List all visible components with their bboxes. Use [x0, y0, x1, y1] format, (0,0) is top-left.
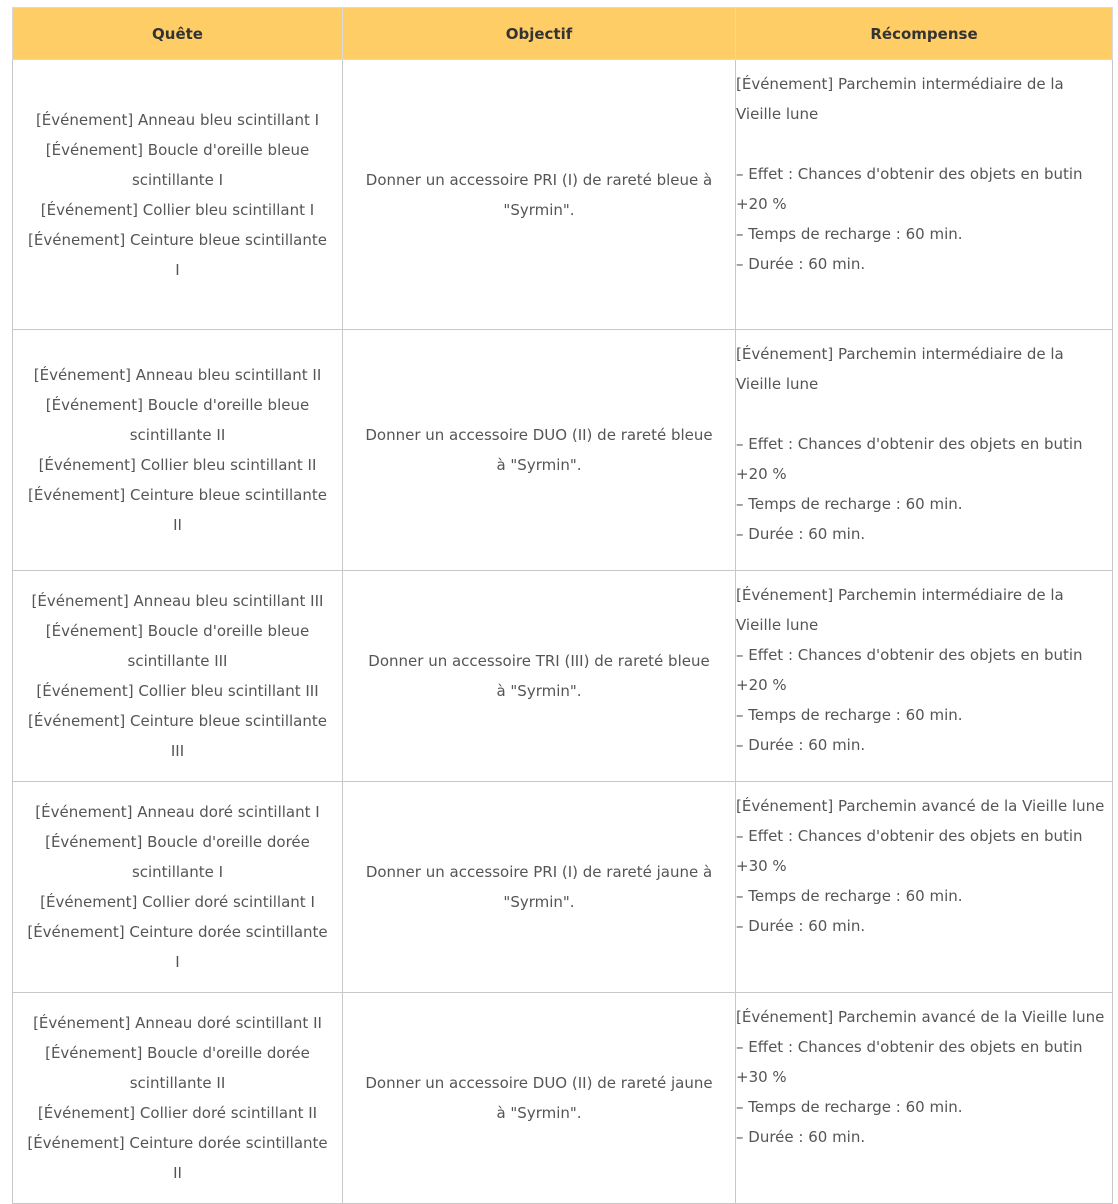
reward-cell [736, 60, 1113, 330]
reward-duration: – Durée : 60 min. [736, 525, 866, 543]
objective-cell: Donner un accessoire PRI (I) de rareté bleue à "Syrmin". [343, 60, 736, 330]
reward-cell [736, 330, 1113, 571]
reward-cooldown: – Temps de recharge : 60 min. [736, 225, 963, 243]
quest-item: [Événement] Anneau bleu scintillant II [33, 366, 322, 384]
reward-effect: – Effet : Chances d'obtenir des objets en butin +30 % [736, 1038, 1083, 1086]
quest-item: [Événement] Ceinture dorée scintillante II [27, 1134, 328, 1182]
reward-item: [Événement] Parchemin avancé de la Vieille lune [736, 797, 1105, 815]
reward-cell [736, 571, 1113, 782]
header-reward: Récompense [736, 8, 1113, 60]
quest-item: [Événement] Boucle d'oreille dorée scintillante II [45, 1044, 310, 1092]
objective-cell: Donner un accessoire DUO (II) de rareté bleue à "Syrmin". [343, 330, 736, 571]
reward-duration: – Durée : 60 min. [736, 255, 866, 273]
reward-duration: – Durée : 60 min. [736, 736, 866, 754]
quest-item: [Événement] Ceinture dorée scintillante I [27, 923, 328, 971]
reward-cooldown: – Temps de recharge : 60 min. [736, 1098, 963, 1116]
table-row [13, 993, 1113, 1204]
reward-effect: – Effet : Chances d'obtenir des objets en butin +20 % [736, 165, 1083, 213]
table-row [13, 571, 1113, 782]
reward-cooldown: – Temps de recharge : 60 min. [736, 495, 963, 513]
quest-table [12, 7, 1113, 1204]
quest-item: [Événement] Collier bleu scintillant III [36, 682, 319, 700]
quest-item: [Événement] Ceinture bleue scintillante III [28, 712, 327, 760]
quest-cell [13, 571, 343, 782]
table-row [13, 60, 1113, 330]
reward-cell [736, 782, 1113, 993]
reward-spacer [736, 399, 1106, 429]
reward-cooldown: – Temps de recharge : 60 min. [736, 706, 963, 724]
quest-item: [Événement] Boucle d'oreille bleue scintillante III [45, 622, 310, 670]
quest-item: [Événement] Anneau doré scintillant II [33, 1014, 322, 1032]
reward-item: [Événement] Parchemin intermédiaire de la Vieille lune [736, 345, 1064, 393]
reward-spacer [736, 129, 1106, 159]
quest-cell [13, 993, 343, 1204]
reward-item: [Événement] Parchemin intermédiaire de la Vieille lune [736, 75, 1064, 123]
reward-duration: – Durée : 60 min. [736, 1128, 866, 1146]
quest-item: [Événement] Collier bleu scintillant II [38, 456, 317, 474]
reward-item: [Événement] Parchemin avancé de la Vieille lune [736, 1008, 1105, 1026]
header-quest: Quête [13, 8, 343, 60]
reward-effect: – Effet : Chances d'obtenir des objets en butin +20 % [736, 435, 1083, 483]
quest-item: [Événement] Anneau bleu scintillant III [31, 592, 324, 610]
reward-duration: – Durée : 60 min. [736, 917, 866, 935]
table-header-row [13, 8, 1113, 60]
quest-item: [Événement] Collier doré scintillant II [37, 1104, 318, 1122]
quest-item: [Événement] Boucle d'oreille bleue scintillante I [45, 140, 310, 189]
objective-cell: Donner un accessoire TRI (III) de rareté bleue à "Syrmin". [343, 571, 736, 782]
quest-item: [Événement] Collier doré scintillant I [40, 893, 315, 911]
reward-cell [736, 993, 1113, 1204]
reward-item: [Événement] Parchemin intermédiaire de la Vieille lune [736, 586, 1064, 634]
table-row [13, 330, 1113, 571]
quest-item: [Événement] Anneau doré scintillant I [35, 803, 320, 821]
quest-item: [Événement] Collier bleu scintillant I [40, 200, 315, 219]
quest-item: [Événement] Boucle d'oreille bleue scintillante II [45, 396, 310, 444]
quest-cell [13, 60, 343, 330]
quest-item: [Événement] Anneau bleu scintillant I [35, 110, 320, 129]
objective-cell: Donner un accessoire DUO (II) de rareté jaune à "Syrmin". [343, 993, 736, 1204]
reward-effect: – Effet : Chances d'obtenir des objets en butin +30 % [736, 827, 1083, 875]
reward-effect: – Effet : Chances d'obtenir des objets en butin +20 % [736, 646, 1083, 694]
quest-item: [Événement] Boucle d'oreille dorée scintillante I [45, 833, 310, 881]
header-objective: Objectif [343, 8, 736, 60]
objective-cell: Donner un accessoire PRI (I) de rareté jaune à "Syrmin". [343, 782, 736, 993]
quest-cell [13, 330, 343, 571]
quest-cell [13, 782, 343, 993]
quest-item: [Événement] Ceinture bleue scintillante I [28, 230, 327, 279]
quest-item: [Événement] Ceinture bleue scintillante II [28, 486, 327, 534]
reward-cooldown: – Temps de recharge : 60 min. [736, 887, 963, 905]
table-row [13, 782, 1113, 993]
